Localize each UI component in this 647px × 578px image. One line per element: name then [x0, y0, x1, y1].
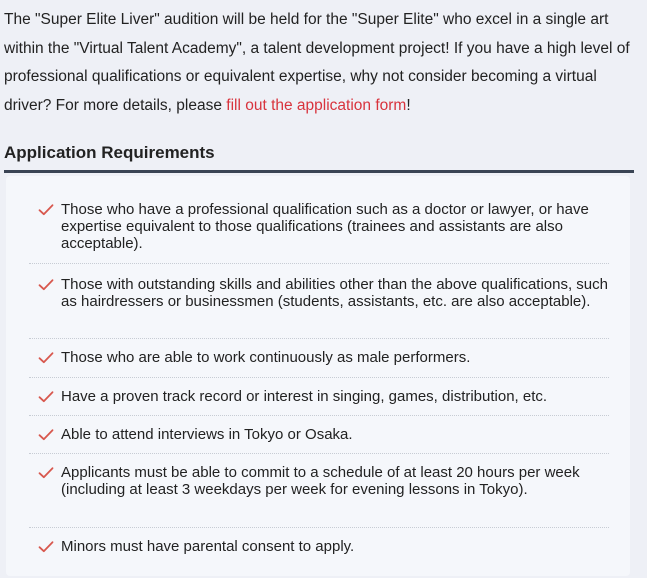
- intro-text: The "Super Elite Liver" audition will be held for the "Super Elite" who excel in a single art within the "Virtual Talent Academy", a talent development project! If you have a high level of professional qualifications or equivalent expertise, why not consider becoming a virtual driver? For more details, please: [4, 11, 630, 114]
- heading-divider: [4, 170, 634, 173]
- intro-text-end: !: [406, 96, 411, 114]
- requirement-text: Have a proven track record or interest in singing, games, distribution, etc.: [61, 388, 548, 405]
- requirement-item: [29, 378, 609, 416]
- application-form-link[interactable]: fill out the application form: [226, 96, 407, 114]
- section-heading: Application Requirements: [4, 143, 215, 162]
- checkmark-icon: [38, 466, 54, 480]
- checkmark-icon: [38, 278, 54, 292]
- requirement-text: Those who have a professional qualification such as a doctor or lawyer, or have expertise equivalent to those qualifications (trainees and assistants are also acceptable).: [61, 201, 589, 252]
- checkmark-icon: [38, 203, 54, 217]
- checkmark-icon: [38, 428, 54, 442]
- requirement-item: [29, 416, 609, 454]
- intro-paragraph: [4, 6, 642, 120]
- requirement-text: Those who are able to work continuously as male performers.: [61, 349, 471, 366]
- requirements-list: [29, 201, 609, 566]
- requirement-text: Minors must have parental consent to apply.: [61, 538, 355, 555]
- requirement-item: [29, 528, 609, 566]
- checkmark-icon: [38, 540, 54, 554]
- checkmark-icon: [38, 390, 54, 404]
- requirement-item: [29, 201, 609, 264]
- requirement-item: [29, 339, 609, 378]
- checkmark-icon: [38, 351, 54, 365]
- requirement-item: [29, 454, 609, 528]
- requirement-text: Able to attend interviews in Tokyo or Osaka.: [61, 426, 353, 443]
- requirement-text: Applicants must be able to commit to a schedule of at least 20 hours per week (including at least 3 weekdays per week for evening lessons in Tokyo).: [61, 464, 580, 498]
- requirement-item: [29, 264, 609, 339]
- requirement-text: Those with outstanding skills and abilities other than the above qualifications, such as hairdressers or businessmen (students, assistants, etc. are also acceptable).: [61, 276, 608, 310]
